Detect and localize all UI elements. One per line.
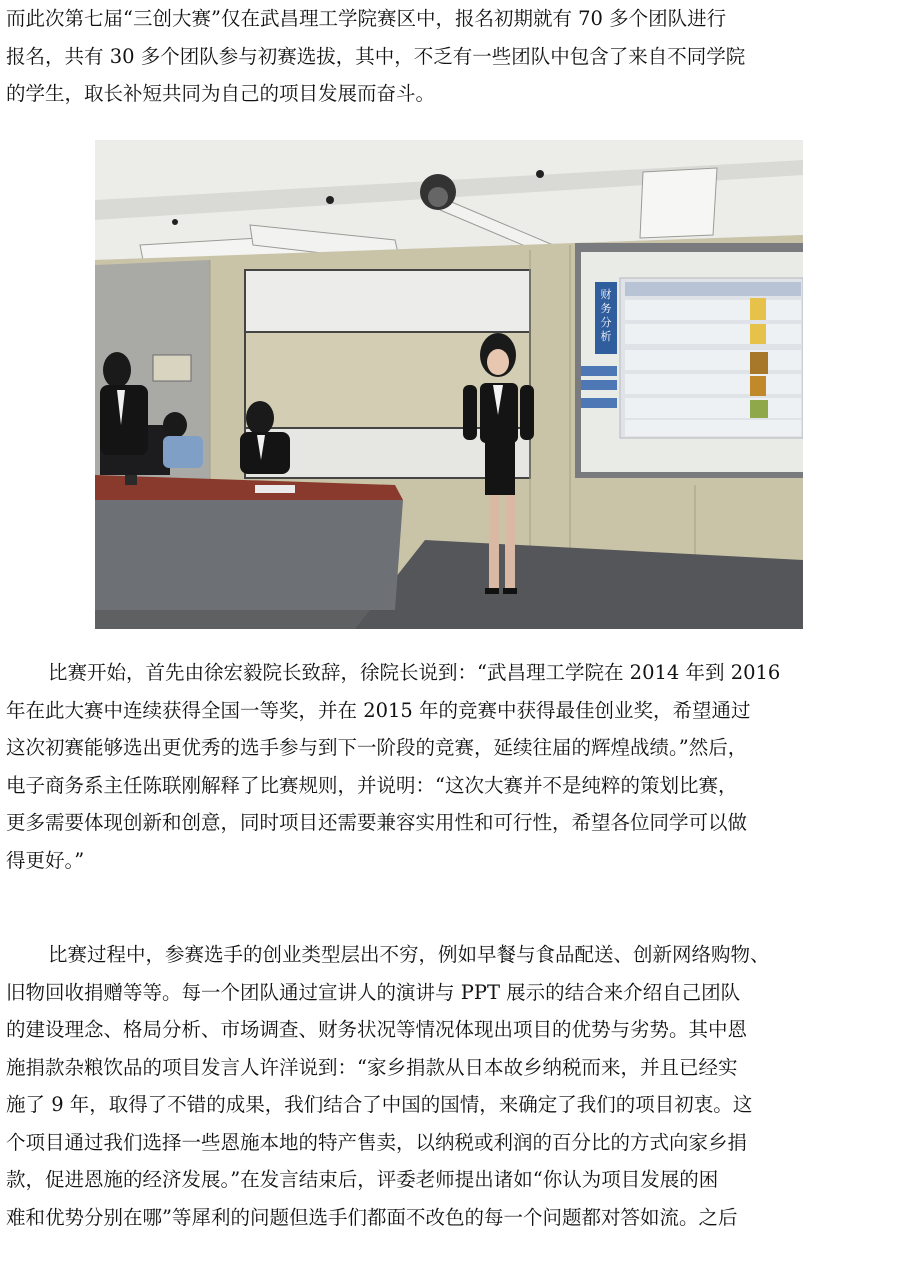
text-line: 而此次第七届“三创大赛”仅在武昌理工学院赛区中，报名初期就有 70 多个团队进行 — [6, 7, 727, 30]
paragraph-3 — [6, 936, 876, 1236]
text-line: 比赛过程中，参赛选手的创业类型层出不穷，例如早餐与食品配送、创新网络购物、 — [48, 943, 770, 966]
text-line: 报名，共有 30 多个团队参与初赛选拔，其中，不乏有一些团队中包含了来自不同学院 — [6, 44, 746, 68]
text-line: 难和优势分别在哪”等犀利的问题但选手们都面不改色的每一个问题都对答如流。之后 — [6, 1205, 738, 1229]
text-line: 旧物回收捐赠等等。每一个团队通过宣讲人的演讲与 PPT 展示的结合来介绍自己团队 — [6, 980, 741, 1004]
text-line: 施捐款杂粮饮品的项目发言人许洋说到：“家乡捐款从日本故乡纳税而来，并且已经实 — [6, 1055, 738, 1079]
svg-text:析: 析 — [600, 330, 612, 343]
slide-title-char: 财 — [600, 288, 612, 301]
text-line: 的学生，取长补短共同为自己的项目发展而奋斗。 — [6, 82, 436, 105]
text-line: 比赛开始，首先由徐宏毅院长致辞，徐院长说到：“武昌理工学院在 2014 年到 2016 — [48, 661, 781, 684]
text-line: 得更好。” — [6, 848, 85, 872]
text-line: 施了 9 年，取得了不错的成果，我们结合了中国的国情，来确定了我们的项目初衷。这 — [6, 1093, 753, 1116]
svg-text:分: 分 — [600, 316, 612, 329]
svg-text:务: 务 — [600, 302, 612, 315]
text-line: 款，促进恩施的经济发展。”在发言结束后，评委老师提出诸如“你认为项目发展的困 — [6, 1168, 719, 1191]
paragraph-2 — [6, 654, 876, 879]
text-line: 个项目通过我们选择一些恩施本地的特产售卖，以纳税或利润的百分比的方式向家乡捐 — [6, 1130, 748, 1154]
paragraph-1 — [6, 0, 876, 113]
text-line: 年在此大赛中连续获得全国一等奖，并在 2015 年的竞赛中获得最佳创业奖，希望通过 — [6, 698, 751, 722]
text-line: 更多需要体现创新和创意，同时项目还需要兼容实用性和可行性，希望各位同学可以做 — [6, 811, 748, 834]
text-line: 的建设理念、格局分析、市场调查、财务状况等情况体现出项目的优势与劣势。其中恩 — [6, 1018, 748, 1041]
competition-photo — [95, 140, 803, 629]
text-line: 这次初赛能够选出更优秀的选手参与到下一阶段的竞赛，延续往届的辉煌战绩。”然后， — [6, 736, 748, 759]
text-line: 电子商务系主任陈联刚解释了比赛规则，并说明：“这次大赛并不是纯粹的策划比赛， — [6, 773, 738, 797]
photo-scene — [95, 140, 803, 629]
